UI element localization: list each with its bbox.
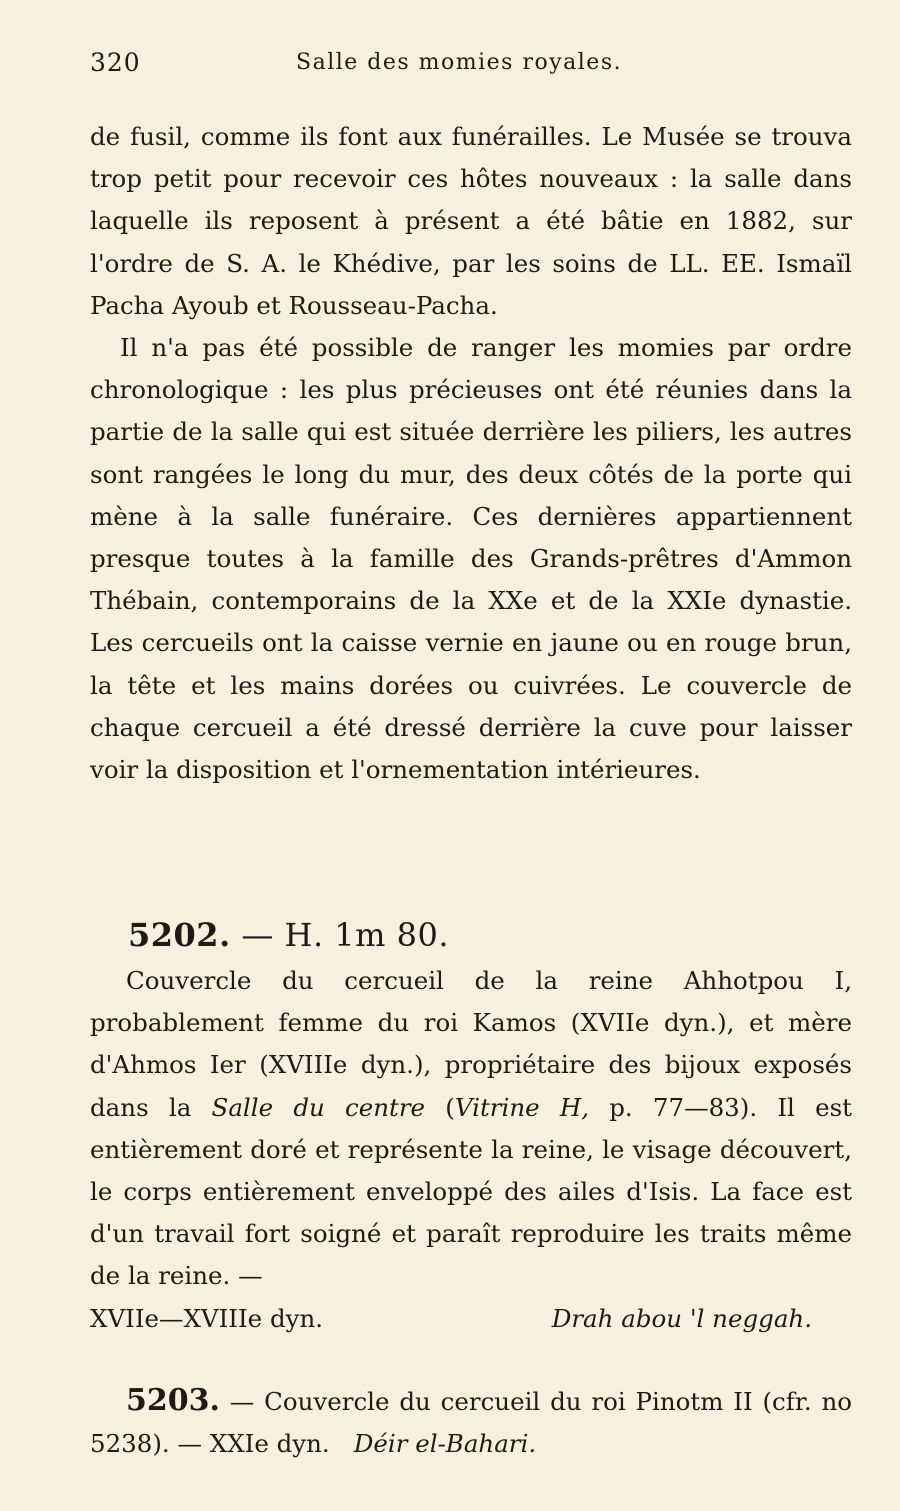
catalog-entry-5203 xyxy=(90,1380,852,1465)
desc-italic-salle: Salle du centre xyxy=(211,1092,426,1122)
entry-dynasty: XVIIe—XVIIIe dyn. xyxy=(90,1303,324,1333)
page-number: 320 xyxy=(90,48,141,77)
entry-footer xyxy=(90,1298,852,1340)
running-title: Salle des momies royales. xyxy=(296,50,623,75)
entry-provenance: Drah abou 'l neggah. xyxy=(551,1303,812,1333)
running-head xyxy=(0,48,900,88)
entry-description xyxy=(90,960,852,1298)
entry-provenance: Déir el-Bahari. xyxy=(353,1429,537,1459)
desc-italic-vitrine: Vitrine H, xyxy=(454,1092,589,1122)
entry-heading xyxy=(128,912,852,958)
entry-number: 5202. xyxy=(128,916,231,954)
desc-part-b: ( xyxy=(425,1092,455,1122)
entry-number: 5203. xyxy=(126,1383,220,1418)
catalog-entry-5202 xyxy=(90,912,852,1340)
paragraph-arrangement: Il n'a pas été possible de ranger les momies par ordre chronologique : les plus précieuses ont été réunies dans la partie de la salle qui est située derrière les piliers, les autres sont rangées le long du mur, des deux côtés de la porte qui mène à la salle funéraire. Ces dernières appartiennent presque toutes à la famille des Grands-prêtres d'Ammon Thébain, contemporains de la XXe et de la XXIe dynastie. Les cercueils ont la caisse vernie en jaune ou en rouge brun, la tête et les mains dorées ou cuivrées. Le couvercle de chaque cercueil a été dressé derrière la cuve pour laisser voir la disposition et l'ornementation intérieures. xyxy=(90,333,852,785)
paragraph-continued: de fusil, comme ils font aux funérailles. Le Musée se trouva trop petit pour recevoir ces hôtes nouveaux : la salle dans laquelle ils reposent à présent a été bâtie en 1882, sur l'ordre de S. A. le Khédive, par les soins de LL. EE. Ismaïl Pacha Ayoub et Rousseau-Pacha. xyxy=(90,122,852,320)
entry-text: — Couvercle du cercueil du roi Pinotm II (cfr. no 5238). — XXIe dyn. xyxy=(90,1387,852,1459)
desc-part-c: p. 77—83). Il est entièrement doré et représente la reine, le visage découvert, le corps entièrement enveloppé des ailes d'Isis. La face est d'un travail fort soigné et paraît reproduire les traits même de la reine. — xyxy=(90,1092,852,1291)
entry-description xyxy=(90,1380,852,1465)
body-text xyxy=(90,116,852,791)
entry-dimension: — H. 1m 80. xyxy=(241,916,450,954)
desc-part-a: Couvercle du cercueil de la reine Ahhotpou I, probablement femme du roi Kamos (XVIIe dyn.), et mère d'Ahmos Ier (XVIIIe dyn.), propriétaire des bijoux exposés dans la xyxy=(90,966,852,1122)
